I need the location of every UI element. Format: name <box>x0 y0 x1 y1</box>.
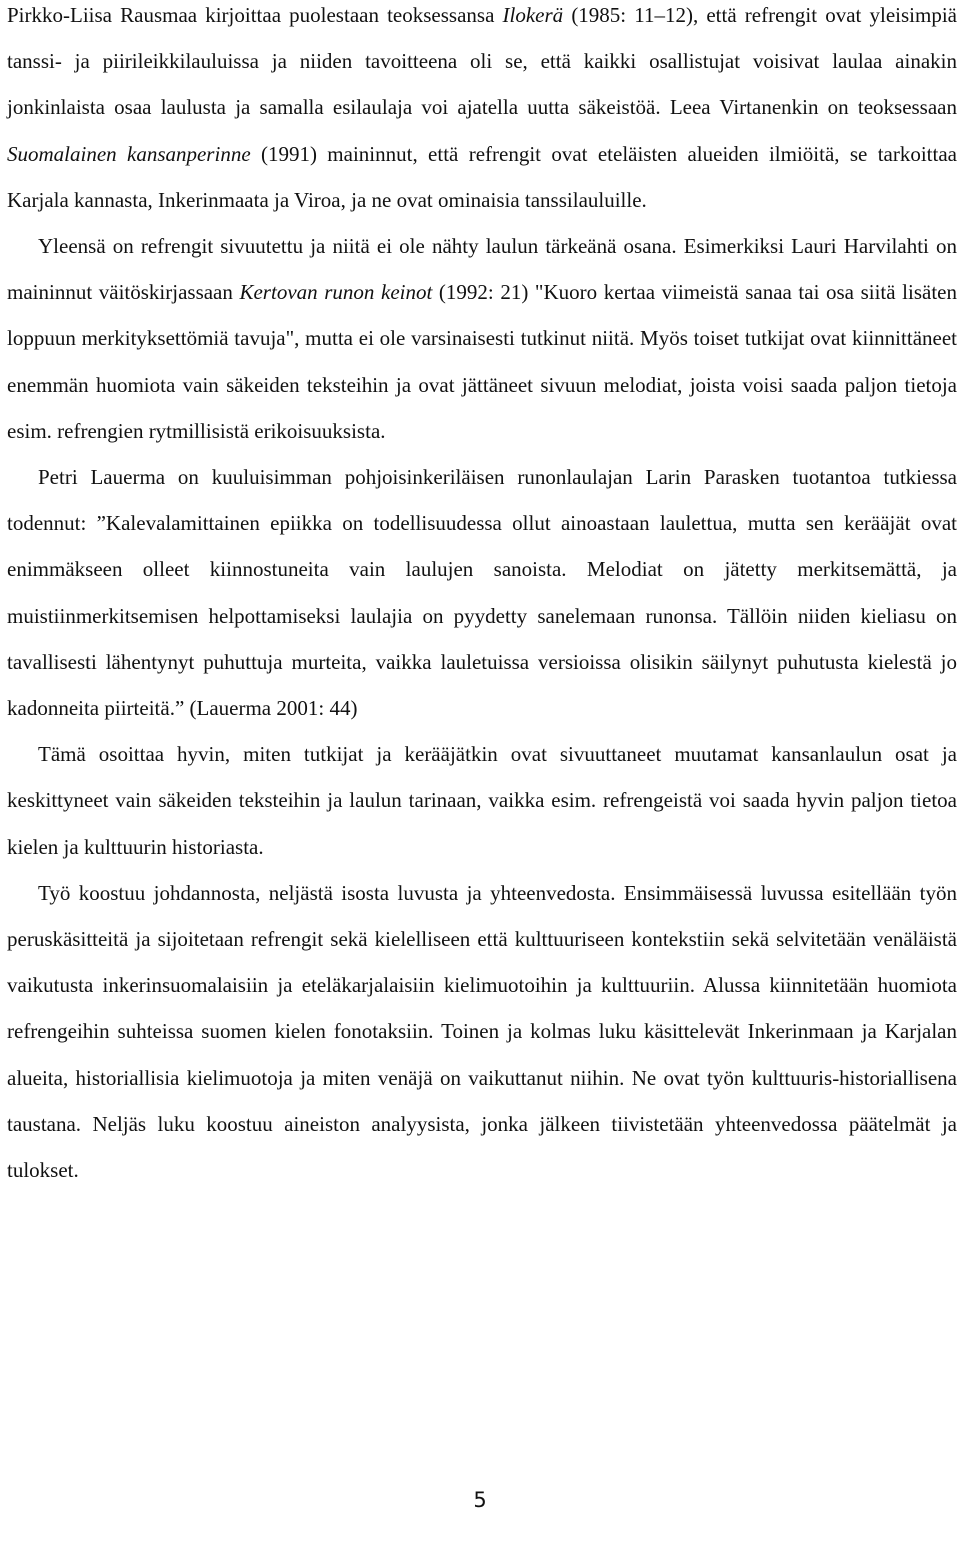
text-segment: (1985: 11–12), että refrengit ovat yleisimpiä tanssi- ja piirileikkilauluissa ja niiden tavoitteena oli se, että kaikki osallistujat voisivat laulaa ainakin jonkinlaista osaa laulusta ja samalla esilaulaja voi ajatella uutta säkeistöä. Leea Virtanenkin on teoksessaan <box>7 3 957 120</box>
text-segment: Pirkko-Liisa Rausmaa kirjoittaa puolestaan teoksessansa <box>7 3 503 27</box>
text-segment: Petri Lauerma on kuuluisimman pohjoisinkeriläisen runonlaulajan Larin Parasken tuotantoa tutkiessa todennut: ”Kalevalamittainen epiikka on todellisuudessa ollut ainoastaan laulettua, mutta sen kerääjät ovat enimmäkseen olleet kiinnostuneita vain laulujen sanoista. Melodiat on jätetty merkitsemättä, ja muistiinmerkitsemisen helpottamiseksi laulajia on pyydetty sanelemaan runonsa. Tällöin niiden kieliasu on tavallisesti lähentynyt puhuttuja murteita, vaikka lauletuissa versioissa olisikin säilynyt puhutusta kielestä jo kadonneita piirteitä.” (Lauerma 2001: 44) <box>7 465 957 721</box>
book-title-kertovan-runon-keinot: Kertovan runon keinot <box>239 280 433 305</box>
text-segment: (1991) maininnut, että refrengit ovat eteläisten alueiden ilmiöitä, se tarkoittaa Karjala kannasta, Inkerinmaata ja Viroa, ja ne ovat ominaisia tanssilauluille. <box>7 141 957 212</box>
paragraph-structure <box>7 870 957 1193</box>
text-segment: (1992: 21) "Kuoro kertaa viimeistä sanaa tai osa siitä lisäten loppuun merkityksettömiä tavuja", mutta ei ole varsinaisesti tutkinut niitä. Myös toiset tutkijat ovat kiinnittäneet enemmän huomiota vain säkeiden teksteihin ja ovat jättäneet sivuun melodiat, joista voisi saada paljon tietoja esim. refrengien rytmillisistä erikoisuuksista. <box>7 280 957 443</box>
book-title-suomalainen-kansanperinne: Suomalainen kansanperinne <box>7 141 251 166</box>
paragraph-rausmaa <box>7 0 957 223</box>
book-title-ilokera: Ilokerä <box>502 3 564 27</box>
paragraph-lauerma <box>7 454 957 731</box>
paragraph-harvilahti <box>7 223 957 454</box>
text-segment: Yleensä on refrengit sivuutettu ja niitä ei ole nähty laulun tärkeänä osana. Esimerkiksi Lauri Harvilahti on maininnut väitöskirjassaan <box>7 234 957 305</box>
paragraph-summary <box>7 731 957 870</box>
text-segment: Tämä osoittaa hyvin, miten tutkijat ja kerääjätkin ovat sivuuttaneet muutamat kansanlaulun osat ja keskittyneet vain säkeiden teksteihin ja laulun tarinaan, vaikka esim. refrengeistä voi saada hyvin paljon tietoa kielen ja kulttuurin historiasta. <box>7 742 957 859</box>
document-body <box>7 0 957 1193</box>
page-number: 5 <box>473 1488 487 1512</box>
text-segment: Työ koostuu johdannosta, neljästä isosta luvusta ja yhteenvedosta. Ensimmäisessä luvussa esitellään työn peruskäsitteitä ja sijoitetaan refrengit sekä kielelliseen että kulttuuriseen kontekstiin sekä selvitetään venäläistä vaikutusta inkerinsuomalaisiin ja eteläkarjalaisiin kielimuotoihin ja kulttuuriin. Alussa kiinnitetään huomiota refrengeihin suhteissa suomen kielen fonotaksiin. Toinen ja kolmas luku käsittelevät Inkerinmaan ja Karjalan alueita, historiallisia kielimuotoja ja miten venäjä on vaikuttanut niihin. Ne ovat työn kulttuuris-historiallisena taustana. Neljäs luku koostuu aineiston analyysista, jonka jälkeen tiivistetään yhteenvedossa päätelmät ja tulokset. <box>7 880 957 1183</box>
